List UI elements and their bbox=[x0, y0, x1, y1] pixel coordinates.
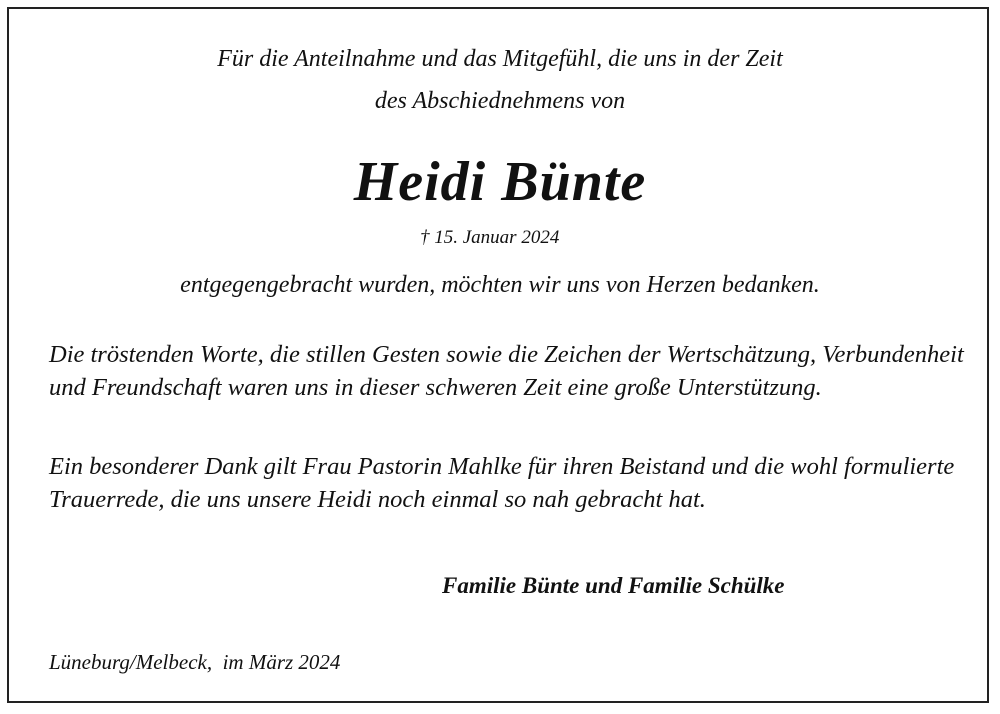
intro-line-2: des Abschiednehmens von bbox=[374, 88, 626, 114]
paragraph-pastor-thanks: Ein besonderer Dank gilt Frau Pastorin Mahlke für ihren Beistand und die wohl formulierte Trauerrede, die uns unsere Heidi noch einmal so nah gebracht hat. bbox=[49, 453, 955, 513]
death-date: † 15. Januar 2024 bbox=[420, 227, 560, 248]
deceased-name: Heidi Bünte bbox=[353, 151, 647, 213]
intro-line-1: Für die Anteilnahme und das Mitgefühl, die uns in der Zeit bbox=[217, 46, 783, 72]
place-and-date: Lüneburg/Melbeck, im März 2024 bbox=[49, 650, 341, 674]
thanks-line: entgegengebracht wurden, möchten wir uns von Herzen bedanken. bbox=[180, 272, 820, 298]
paragraph-support: Die tröstenden Worte, die stillen Gesten sowie die Zeichen der Wertschätzung, Verbundenheit und Freundschaft waren uns in dieser schweren Zeit eine große Unterstützung. bbox=[49, 341, 964, 401]
family-signature: Familie Bünte und Familie Schülke bbox=[442, 573, 785, 598]
